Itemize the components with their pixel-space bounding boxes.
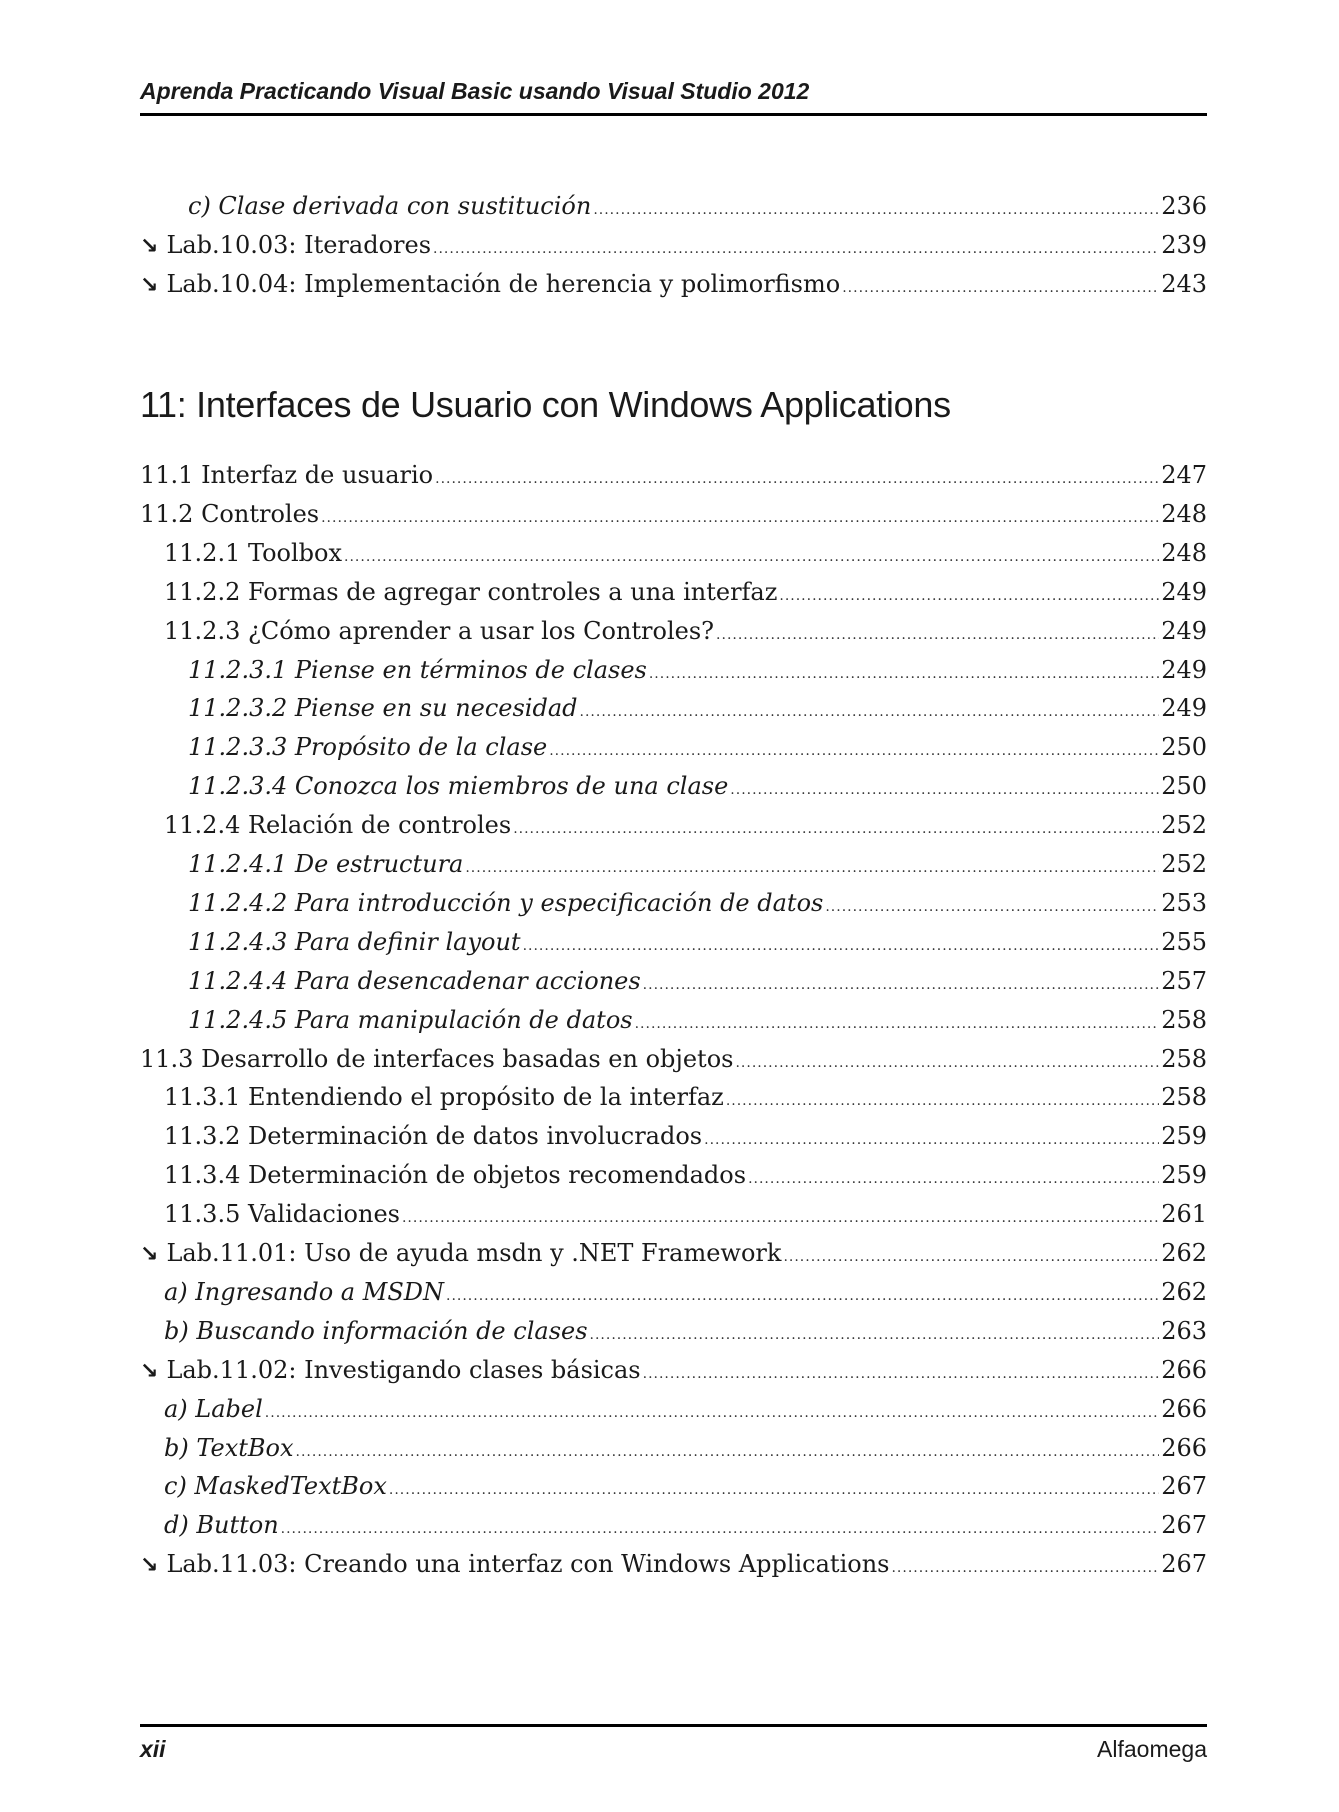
toc-lab-entry	[140, 1546, 1207, 1582]
toc-leader-dots	[265, 1395, 1159, 1431]
toc-leader-dots	[296, 1434, 1160, 1470]
toc-entry-title: c) MaskedTextBox	[164, 1472, 387, 1501]
toc-entry-title: 11.2.4.5 Para manipulación de datos	[188, 1005, 633, 1034]
toc-entry-page: 252	[1161, 850, 1207, 878]
toc-entry-page: 267	[1161, 1550, 1207, 1579]
toc-entry-title: 11.2.3.4 Conozca los miembros de una clase	[188, 772, 729, 801]
toc-entry	[140, 1041, 1207, 1077]
toc-entry-page: 248	[1161, 538, 1207, 567]
toc-entry	[164, 1468, 1207, 1504]
toc-entry-page: 259	[1161, 1161, 1207, 1190]
arrow-down-right-icon: ↘	[140, 1242, 159, 1267]
toc-lab-entry	[140, 1352, 1207, 1388]
toc-entry-title: 11.2.3.3 Propósito de la clase	[188, 733, 548, 762]
toc-leader-dots	[580, 694, 1160, 730]
toc-entry-page: 252	[1161, 811, 1207, 840]
toc-entry-page: 258	[1161, 1083, 1207, 1112]
toc-leader-dots	[389, 1472, 1159, 1508]
toc-leader-dots	[779, 578, 1159, 614]
toc-entry-title: a) Label	[164, 1394, 263, 1423]
toc-entry-title: 11.2.4 Relación de controles	[164, 811, 512, 840]
toc-entry	[164, 574, 1207, 610]
toc-entry	[188, 963, 1207, 999]
toc-entry	[164, 613, 1207, 649]
toc-entry-page: 249	[1161, 577, 1207, 606]
toc-entry	[164, 1118, 1207, 1154]
toc-lab-entry	[140, 227, 1207, 263]
toc-leader-dots	[842, 270, 1159, 306]
toc-leader-dots	[402, 1200, 1159, 1236]
arrow-down-right-icon: ↘	[140, 1358, 159, 1384]
toc-leader-dots	[321, 500, 1159, 536]
toc-leader-dots	[635, 1006, 1160, 1042]
toc-entry-title: d) Button	[164, 1511, 279, 1540]
toc-entry	[188, 924, 1207, 960]
toc-leader-dots	[344, 539, 1159, 575]
toc-entry-page: 266	[1161, 1394, 1207, 1423]
toc-entry-title: 11.2.1 Toolbox	[164, 538, 343, 567]
toc-entry-title: 11.2.2 Formas de agregar controles a una interfaz	[164, 577, 778, 606]
toc-entry	[188, 729, 1207, 765]
toc-leader-dots	[726, 1083, 1159, 1119]
toc-entry-title: b) Buscando información de clases	[164, 1316, 588, 1345]
toc-entry-page: 248	[1161, 499, 1207, 528]
toc-leader-dots	[590, 1317, 1160, 1353]
arrow-down-right-icon: ↘	[140, 1553, 159, 1579]
toc-entry-title: 11.2.4.1 De estructura	[188, 850, 464, 878]
toc-entry	[164, 1391, 1207, 1427]
toc-leader-dots	[643, 1356, 1160, 1392]
toc-entry-title: 11.2.3.2 Piense en su necesidad	[188, 694, 578, 723]
toc-entry	[188, 652, 1207, 688]
toc-entry	[188, 188, 1207, 224]
toc-entry-page: 249	[1161, 616, 1207, 645]
toc-entry-page: 236	[1161, 192, 1207, 220]
toc-entry	[164, 1196, 1207, 1232]
toc-entry-page: 250	[1161, 733, 1207, 762]
toc-entry-page: 239	[1161, 230, 1207, 259]
toc-leader-dots	[465, 850, 1159, 886]
toc-entry	[188, 690, 1207, 726]
toc-entry-page: 262	[1161, 1277, 1207, 1306]
toc-entry-page: 259	[1161, 1122, 1207, 1151]
chapter-title: 11: Interfaces de Usuario con Windows Applications	[140, 384, 951, 425]
arrow-down-right-icon: ↘	[140, 272, 159, 298]
toc-leader-dots	[281, 1511, 1160, 1547]
toc-entry-page: 267	[1161, 1472, 1207, 1501]
toc-entry-title: 11.2.4.4 Para desencadenar acciones	[188, 966, 641, 995]
toc-entry-title: Lab.11.03: Creando una interfaz con Windows Applications	[166, 1550, 890, 1579]
toc-entry	[140, 496, 1207, 532]
toc-leader-dots	[735, 1045, 1159, 1081]
toc-entry-title: 11.1 Interfaz de usuario	[140, 461, 434, 489]
toc-entry-title: Lab.11.02: Investigando clases básicas	[166, 1355, 641, 1384]
toc-entry-title: b) TextBox	[164, 1433, 294, 1462]
toc-lab-entry	[140, 1235, 1207, 1271]
toc-entry	[164, 1430, 1207, 1466]
toc-entry-page: 262	[1161, 1239, 1207, 1267]
toc-entry-page: 257	[1161, 966, 1207, 995]
toc-entry-page: 263	[1161, 1316, 1207, 1345]
toc-entry-title: 11.3.5 Validaciones	[164, 1200, 400, 1229]
toc-leader-dots	[523, 928, 1160, 964]
toc-entry-title: 11.3 Desarrollo de interfaces basadas en objetos	[140, 1044, 734, 1073]
toc-entry	[164, 1157, 1207, 1193]
toc-entry-title: 11.3.2 Determinación de datos involucrados	[164, 1122, 703, 1151]
publisher-name: Alfaomega	[1097, 1736, 1207, 1762]
toc-entry-title: c) Clase derivada con sustitución	[188, 192, 592, 220]
toc-leader-dots	[783, 1239, 1159, 1275]
toc-entry	[164, 1079, 1207, 1115]
toc-leader-dots	[704, 1122, 1159, 1158]
toc-entry-title: 11.2.3 ¿Cómo aprender a usar los Controles?	[164, 616, 715, 645]
toc-entry-page: 266	[1161, 1433, 1207, 1462]
toc-entry	[164, 535, 1207, 571]
toc-leader-dots	[649, 656, 1159, 692]
footer-rule	[140, 1724, 1207, 1727]
toc-entry-page: 249	[1161, 694, 1207, 723]
toc-entry-title: Lab.10.04: Implementación de herencia y polimorfismo	[166, 269, 841, 298]
toc-leader-dots	[748, 1161, 1159, 1197]
toc-lab-entry	[140, 266, 1207, 302]
toc-entry-page: 253	[1161, 888, 1207, 917]
toc-entry-page: 258	[1161, 1005, 1207, 1034]
toc-entry	[164, 807, 1207, 843]
toc-entry	[188, 1002, 1207, 1038]
toc-entry-page: 243	[1161, 269, 1207, 298]
toc-leader-dots	[593, 192, 1159, 228]
toc-entry-title: 11.3.1 Entendiendo el propósito de la interfaz	[164, 1083, 724, 1112]
toc-entry-title: 11.3.4 Determinación de objetos recomendados	[164, 1161, 747, 1190]
toc-entry-page: 261	[1161, 1200, 1207, 1229]
toc-entry	[164, 1507, 1207, 1543]
toc-entry-page: 247	[1161, 461, 1207, 489]
toc-entry-title: 11.2.4.2 Para introducción y especificación de datos	[188, 888, 824, 917]
header-rule	[140, 113, 1207, 116]
toc-leader-dots	[513, 811, 1159, 847]
toc-entry-page: 258	[1161, 1044, 1207, 1073]
toc-entry-title: a) Ingresando a MSDN	[164, 1277, 444, 1306]
toc-entry-page: 255	[1161, 927, 1207, 956]
toc-entry-title: 11.2.3.1 Piense en términos de clases	[188, 655, 647, 684]
arrow-down-right-icon: ↘	[140, 233, 159, 259]
running-header: Aprenda Practicando Visual Basic usando Visual Studio 2012	[140, 78, 810, 104]
toc-leader-dots	[435, 461, 1159, 497]
toc-entry-title: Lab.11.01: Uso de ayuda msdn y .NET Framework	[166, 1239, 782, 1267]
toc-entry	[188, 768, 1207, 804]
toc-leader-dots	[825, 889, 1159, 925]
toc-entry-page: 266	[1161, 1355, 1207, 1384]
page-number: xii	[140, 1736, 166, 1762]
toc-leader-dots	[549, 733, 1159, 769]
toc-leader-dots	[730, 772, 1159, 808]
toc-entry	[188, 846, 1207, 882]
toc-entry-page: 249	[1161, 655, 1207, 684]
toc-leader-dots	[446, 1278, 1159, 1314]
toc-entry-title: 11.2.4.3 Para definir layout	[188, 927, 521, 956]
toc-leader-dots	[433, 231, 1159, 267]
toc-entry-title: 11.2 Controles	[140, 499, 320, 528]
toc-entry	[164, 1313, 1207, 1349]
toc-entry	[140, 457, 1207, 493]
toc-entry-page: 250	[1161, 772, 1207, 801]
toc-leader-dots	[891, 1550, 1159, 1586]
toc-leader-dots	[643, 967, 1160, 1003]
toc-entry-page: 267	[1161, 1511, 1207, 1540]
toc-entry-title: Lab.10.03: Iteradores	[166, 230, 432, 259]
toc-leader-dots	[716, 617, 1159, 653]
toc-entry	[188, 885, 1207, 921]
toc-entry	[164, 1274, 1207, 1310]
